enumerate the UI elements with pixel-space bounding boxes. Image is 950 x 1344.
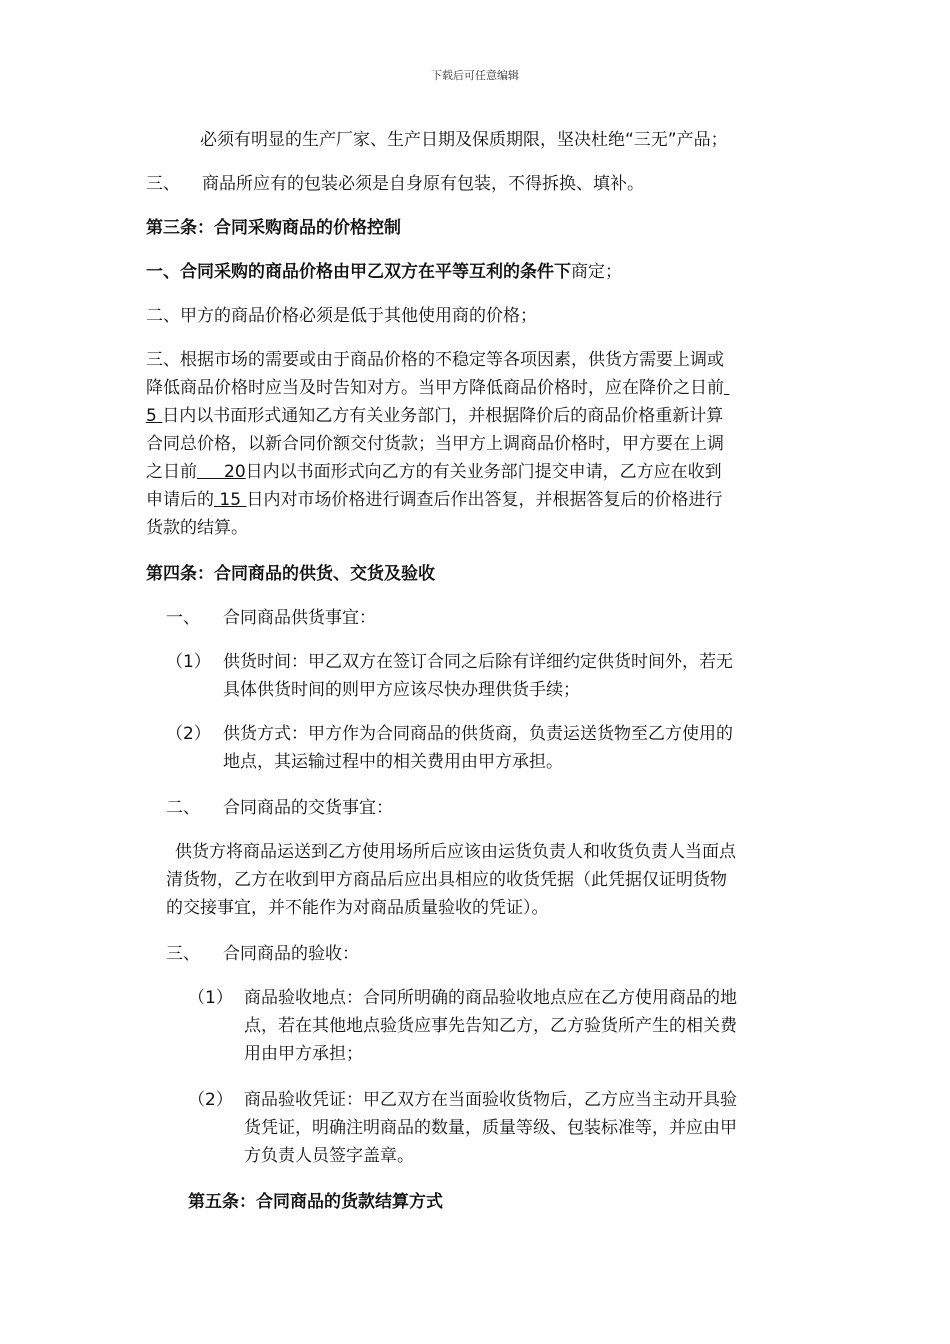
item-number: （2） <box>166 724 211 744</box>
text-line: 合同总价格，以新合同价额交付货款；当甲方上调商品价格时，甲方要在上调 <box>146 434 724 454</box>
text-line: 的交接事宜，并不能作为对商品质量验收的凭证）。 <box>166 898 549 918</box>
text-line: 必须有明显的生产厂家、生产日期及保质期限，坚决杜绝“三无”产品； <box>200 130 728 150</box>
item-number: （1） <box>188 988 233 1008</box>
text-line: 商品验收凭证：甲乙双方在当面验收货物后，乙方应当主动开具验 <box>244 1090 737 1110</box>
article-5-title: 第五条：合同商品的货款结算方式 <box>188 1192 443 1212</box>
text-line: 合同商品供货事宜： <box>223 608 376 628</box>
article-3-title: 第三条：合同采购商品的价格控制 <box>146 218 401 238</box>
item-number: 二、 <box>166 798 200 818</box>
text-line: 供货方式：甲方作为合同商品的供货商，负责运送货物至乙方使用的 <box>223 724 733 744</box>
text-line: 货款的结算。 <box>146 518 248 538</box>
item-number: 三、 <box>166 944 200 964</box>
text-line: 点，若在其他地点验货应事先告知乙方，乙方验货所产生的相关费 <box>244 1016 737 1036</box>
blank-days-2: 20 <box>224 462 246 482</box>
blank-days-1: 5 <box>146 406 157 426</box>
text-line: 商品所应有的包装必须是自身原有包装，不得拆换、填补。 <box>202 174 644 194</box>
article-4-title: 第四条：合同商品的供货、交货及验收 <box>146 564 435 584</box>
text-line: 二、甲方的商品价格必须是低于其他使用商的价格； <box>146 306 537 326</box>
item-number: 三、 <box>146 174 180 194</box>
text-line: 具体供货时间的则甲方应该尽快办理供货手续； <box>223 680 580 700</box>
item-number: （2） <box>188 1090 233 1110</box>
text-line: 合同商品的交货事宜： <box>223 798 393 818</box>
text-line: 5 日内以书面形式通知乙方有关业务部门，并根据降价后的商品价格重新计算 <box>146 406 724 426</box>
text-line: 清货物，乙方在收到甲方商品后应出具相应的收货凭据（此凭据仅证明货物 <box>166 870 727 890</box>
text-line: 方负责人员签字盖章。 <box>244 1146 414 1166</box>
text-line: 用由甲方承担； <box>244 1044 363 1064</box>
text-line: 供货时间：甲乙双方在签订合同之后除有详细约定供货时间外，若无 <box>223 652 733 672</box>
text-line: 降低商品价格时应当及时告知对方。当甲方降低商品价格时，应在降价之日前 <box>146 378 724 398</box>
text-line: 合同商品的验收： <box>223 944 359 964</box>
item-number: （1） <box>166 652 211 672</box>
text-line: 供货方将商品运送到乙方使用场所后应该由运货负责人和收货负责人当面点 <box>175 842 736 862</box>
text-line: 之日前 20日内以书面形式向乙方的有关业务部门提交申请，乙方应在收到 <box>146 462 722 482</box>
text-line: 地点，其运输过程中的相关费用由甲方承担。 <box>223 752 563 772</box>
blank-days-3: 15 <box>219 490 242 510</box>
text-line: 申请后的 15 日内对市场价格进行调查后作出答复，并根据答复后的价格进行 <box>146 490 723 510</box>
text-line: 三、根据市场的需要或由于商品价格的不稳定等各项因素，供货方需要上调或 <box>146 350 724 370</box>
text-line: 一、合同采购的商品价格由甲乙双方在平等互利的条件下商定； <box>146 262 622 282</box>
page-header: 下载后可任意编辑 <box>431 69 519 82</box>
text-line: 货凭证，明确注明商品的数量，质量等级、包装标准等，并应由甲 <box>244 1118 737 1138</box>
item-number: 一、 <box>166 608 200 628</box>
text-line: 商品验收地点：合同所明确的商品验收地点应在乙方使用商品的地 <box>244 988 737 1008</box>
